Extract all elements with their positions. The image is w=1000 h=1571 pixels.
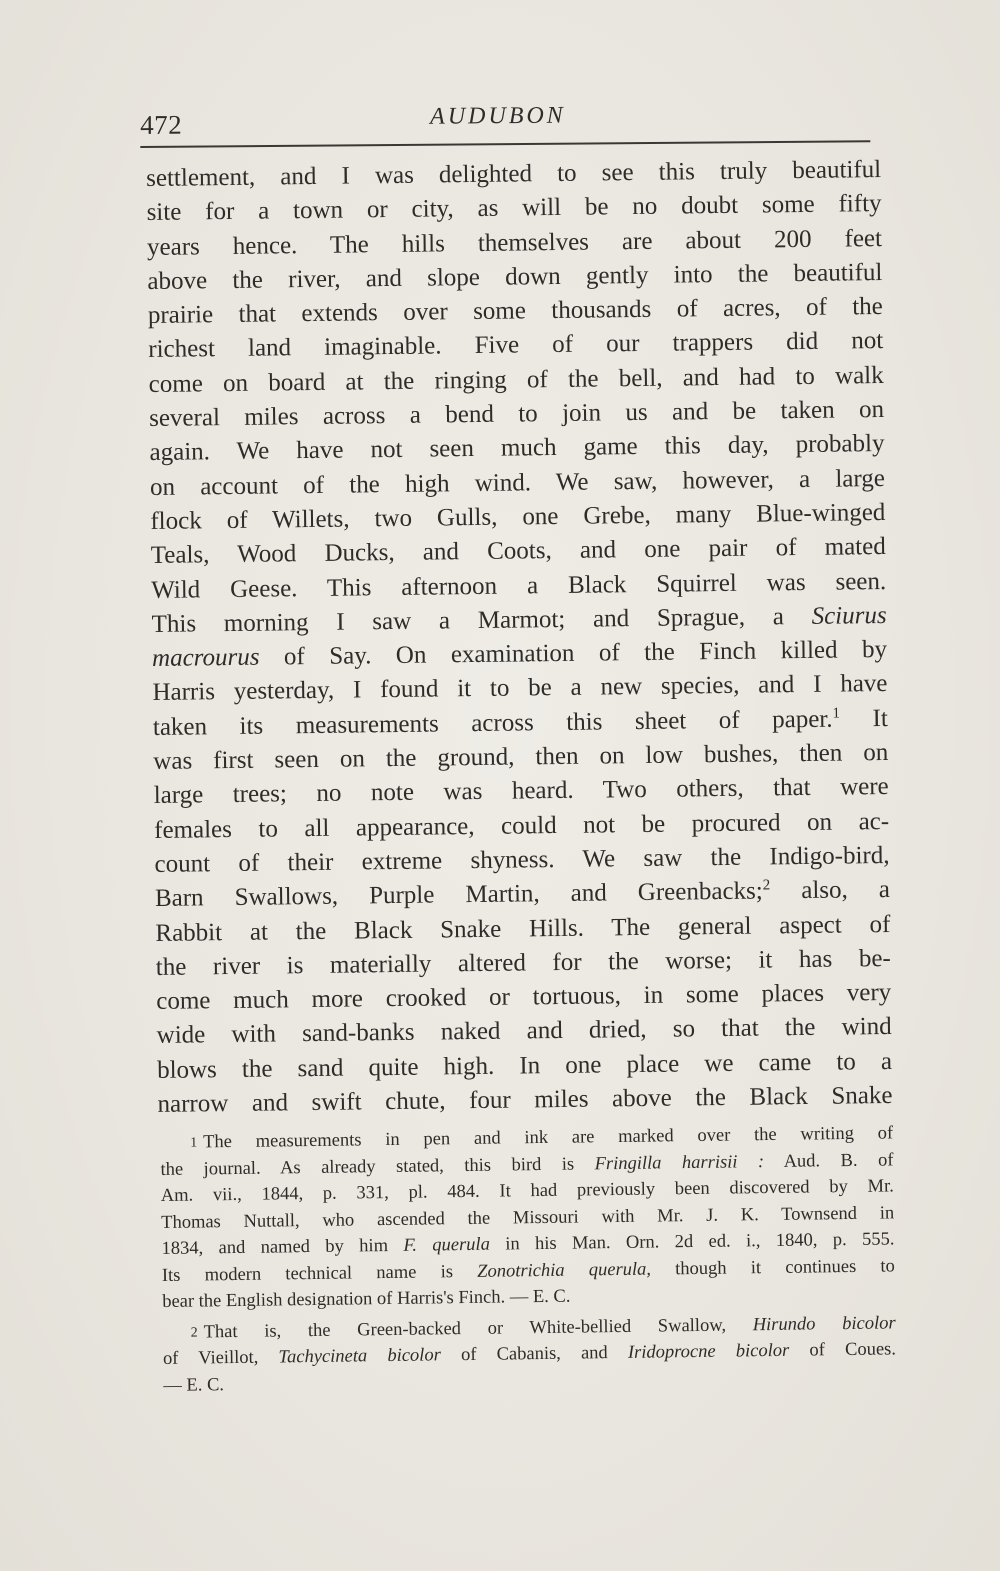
text-line: above the river, and slope down gently into the beautiful: [147, 258, 883, 295]
text-segment: of Say. On examination of the Finch killed by: [259, 636, 888, 671]
italic-text: Tachycineta bicolor: [278, 1345, 441, 1368]
text-line: on account of the high wind. We saw, however, a large: [149, 464, 886, 501]
text-line: large trees; no note was heard. Two others, that were: [153, 773, 889, 810]
italic-text: Sciurus: [811, 601, 887, 630]
text-line: Harris yesterday, I found it to be a new species, and I have: [152, 670, 888, 707]
text-segment: Barn Swallows, Purple Martin, and Greenbacks;: [154, 877, 763, 913]
italic-text: F. querula: [403, 1234, 491, 1256]
text-segment: of Coues.: [789, 1339, 897, 1361]
italic-text: Zonotrichia querula,: [477, 1259, 652, 1282]
text-line: again. We have not seen much game this day, probably: [149, 430, 885, 467]
text-line: count of their extreme shyness. We saw the Indigo-bird,: [154, 841, 890, 878]
footnote-marker: 2: [190, 1325, 198, 1341]
footnote-2: [162, 1310, 896, 1399]
text-segment: though it continues to: [650, 1255, 895, 1280]
running-head: AUDUBON: [430, 102, 566, 130]
text-segment: Thomas Nuttall, who ascended the Missouri with Mr. J. K. Townsend in: [161, 1202, 895, 1233]
text-segment: 1834, and named by him: [161, 1235, 404, 1259]
text-line: Rabbit at the Black Snake Hills. The general aspect of: [155, 910, 891, 947]
text-line: Wild Geese. This afternoon a Black Squirrel was seen.: [151, 567, 887, 604]
text-line: the river is materially altered for the worse; it has be-: [155, 944, 891, 981]
text-line: Teals, Wood Ducks, and Coots, and one pair of mated: [150, 533, 886, 570]
page-number: 472: [140, 109, 183, 140]
text-line: settlement, and I was delighted to see this truly beautiful: [146, 156, 882, 192]
italic-text: Hirundo bicolor: [752, 1312, 896, 1335]
footnotes: [160, 1120, 896, 1399]
text-line: come much more crooked or tortuous, in some places very: [156, 979, 892, 1016]
body-text: [146, 153, 893, 1122]
page-header: [140, 98, 870, 148]
text-line: narrow and swift chute, four miles above the Black Snake: [157, 1081, 893, 1118]
text-segment: in his Man. Orn. 2d ed. i., 1840, p. 555.: [489, 1229, 895, 1255]
footnote-marker: 1: [190, 1135, 198, 1151]
header-rule: [140, 140, 870, 148]
italic-text: Fringilla harrisii :: [594, 1151, 765, 1174]
text-segment: the journal. As already stated, this bird is: [160, 1153, 595, 1180]
text-segment: Am. vii., 1844, p. 331, pl. 484. It had previously been discovered by Mr.: [160, 1176, 894, 1206]
text-segment: It: [839, 704, 889, 733]
italic-text: macrourus: [151, 643, 260, 673]
text-segment: bear the English designation of Harris's Finch. — E. C.: [162, 1286, 571, 1312]
text-line: prairie that extends over some thousands of acres, of the: [147, 293, 883, 330]
text-line: females to all appearance, could not be procured on ac-: [153, 807, 890, 844]
text-segment: That is, the Green-backed or White-bellied Swallow,: [203, 1314, 753, 1342]
text-segment: of Vieillot,: [162, 1347, 279, 1369]
footnote-reference: 1: [832, 705, 841, 722]
footnote-reference: 2: [762, 877, 771, 894]
text-segment: — E. C.: [163, 1374, 225, 1396]
text-segment: Aud. B. of: [764, 1149, 894, 1172]
text-segment: This morning I saw a Marmot; and Sprague, a: [151, 602, 812, 638]
text-segment: taken its measurements across this sheet of paper.: [152, 705, 833, 741]
text-line: was first seen on the ground, then on low bushes, then on: [153, 739, 889, 776]
text-line: wide with sand-banks naked and dried, so that the wind: [156, 1013, 892, 1050]
text-line: richest land imaginable. Five of our trappers did not: [148, 327, 884, 364]
text-line: come on board at the ringing of the bell, and had to walk: [148, 361, 884, 398]
italic-text: Iridoprocne bicolor: [627, 1340, 790, 1363]
text-line: years hence. The hills themselves are about 200 feet: [146, 224, 883, 261]
text-segment: The measurements in pen and ink are marked over the writing of: [203, 1123, 894, 1153]
text-segment: also, a: [770, 876, 891, 905]
text-line: several miles across a bend to join us and be taken on: [148, 396, 885, 433]
text-segment: Its modern technical name is: [161, 1261, 478, 1286]
text-line: blows the sand quite high. In one place we came to a: [156, 1047, 893, 1084]
text-line: flock of Willets, two Gulls, one Grebe, many Blue-winged: [150, 498, 886, 535]
footnote-1: [160, 1120, 895, 1315]
text-segment: of Cabanis, and: [440, 1342, 629, 1366]
text-line: site for a town or city, as will be no doubt some fifty: [146, 190, 882, 227]
